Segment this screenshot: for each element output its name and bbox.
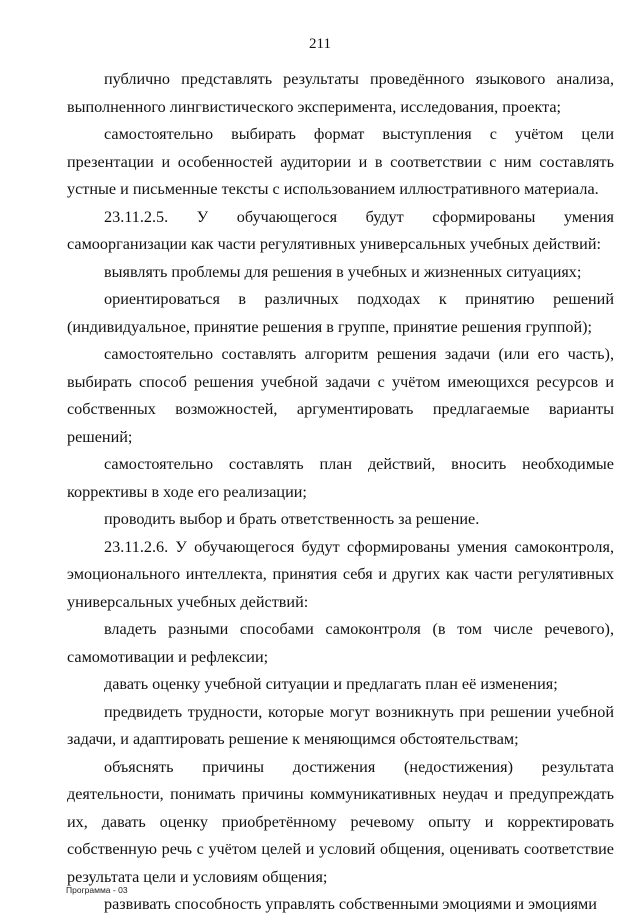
paragraph: проводить выбор и брать ответственность за решение.: [104, 510, 480, 528]
page-number: 211: [309, 36, 331, 52]
paragraph: предвидеть трудности, которые могут возникнуть при решении учебной задачи, и адаптировать решение к меняющимся обстоятельствам;: [67, 702, 614, 748]
paragraph: давать оценку учебной ситуации и предлагать план её изменения;: [104, 675, 558, 693]
paragraph: владеть разными способами самоконтроля (в том числе речевого), самомотивации и рефлексии;: [67, 620, 614, 666]
paragraph: развивать способность управлять собственными эмоциями и эмоциями: [104, 895, 597, 913]
section-heading-paragraph: 23.11.2.5. У обучающегося будут сформированы умения самоорганизации как части регулятивных универсальных учебных действий:: [67, 207, 614, 253]
paragraph: самостоятельно составлять алгоритм решения задачи (или его часть), выбирать способ решения учебной задачи с учётом имеющихся ресурсов и собственных возможностей, аргументировать предлагаемые варианты решений;: [67, 345, 614, 446]
paragraph: публично представлять результаты проведённого языкового анализа, выполненного лингвистического эксперимента, исследования, проекта;: [67, 70, 614, 116]
paragraph: самостоятельно составлять план действий, вносить необходимые коррективы в ходе его реализации;: [67, 455, 614, 501]
section-heading-paragraph: 23.11.2.6. У обучающегося будут сформированы умения самоконтроля, эмоционального интеллекта, принятия себя и других как части регулятивных универсальных учебных действий:: [67, 537, 614, 611]
document-body: [67, 66, 614, 919]
paragraph: самостоятельно выбирать формат выступления с учётом цели презентации и особенностей аудитории и в соответствии с ним составлять устные и письменные тексты с использованием иллюстративного материала.: [67, 125, 614, 198]
paragraph: выявлять проблемы для решения в учебных и жизненных ситуациях;: [104, 262, 582, 281]
paragraph: объяснять причины достижения (недостижения) результата деятельности, понимать причины коммуникативных неудач и предупреждать их, давать оценку приобретённому речевому опыту и корректировать собственную речь с учётом целей и условий общения, оценивать соответствие результата цели и условиям общения;: [67, 757, 614, 886]
footer-label: Программа - 03: [66, 885, 128, 895]
paragraph: ориентироваться в различных подходах к принятию решений (индивидуальное, принятие решения в группе, принятие решения группой);: [67, 290, 614, 336]
